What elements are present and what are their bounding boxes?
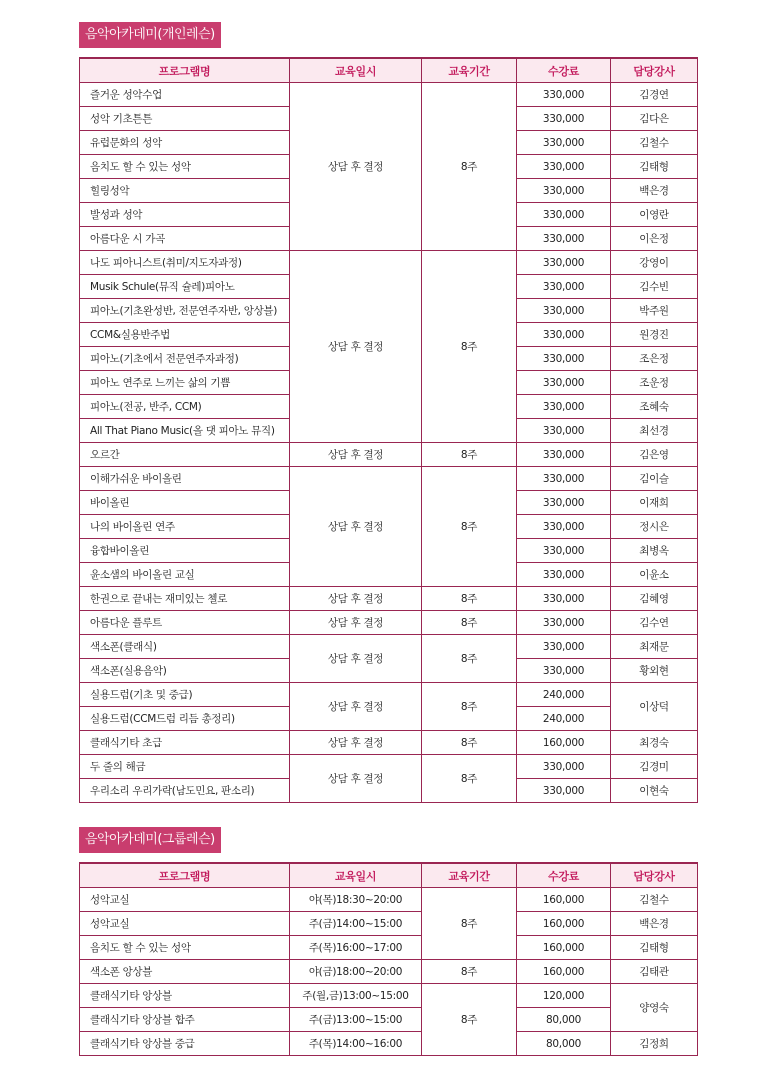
table-row — [80, 960, 698, 984]
header-teacher: 담당강사 — [611, 58, 698, 83]
program-name-cell: 클래식기타 초급 — [80, 731, 290, 755]
teacher-cell: 이영란 — [611, 203, 698, 227]
schedule-cell: 상담 후 결정 — [290, 251, 422, 443]
program-name-cell: 색소폰(클래식) — [80, 635, 290, 659]
teacher-cell: 정시은 — [611, 515, 698, 539]
program-name-cell: 음치도 할 수 있는 성악 — [80, 155, 290, 179]
fee-cell: 330,000 — [517, 659, 611, 683]
period-cell: 8주 — [422, 984, 517, 1056]
schedule-cell: 상담 후 결정 — [290, 683, 422, 731]
period-cell: 8주 — [422, 443, 517, 467]
period-cell: 8주 — [422, 635, 517, 683]
program-name-cell: 즐거운 성악수업 — [80, 83, 290, 107]
fee-cell: 330,000 — [517, 83, 611, 107]
table-row — [80, 443, 698, 467]
period-cell: 8주 — [422, 683, 517, 731]
table-row — [80, 912, 698, 936]
table-row — [80, 683, 698, 707]
table-row — [80, 984, 698, 1008]
teacher-cell: 김이슬 — [611, 467, 698, 491]
program-name-cell: 오르간 — [80, 443, 290, 467]
period-cell: 8주 — [422, 731, 517, 755]
program-name-cell: 색소폰(실용음악) — [80, 659, 290, 683]
teacher-cell: 이재희 — [611, 491, 698, 515]
teacher-cell: 이윤소 — [611, 563, 698, 587]
teacher-cell: 이상덕 — [611, 683, 698, 731]
teacher-cell: 최재문 — [611, 635, 698, 659]
program-name-cell: 바이올린 — [80, 491, 290, 515]
teacher-cell: 김경연 — [611, 83, 698, 107]
schedule-cell: 상담 후 결정 — [290, 83, 422, 251]
fee-cell: 330,000 — [517, 323, 611, 347]
fee-cell: 160,000 — [517, 731, 611, 755]
period-cell: 8주 — [422, 467, 517, 587]
header-program: 프로그램명 — [80, 863, 290, 888]
program-name-cell: 실용드럼(CCM드럼 리듬 총정리) — [80, 707, 290, 731]
teacher-cell: 조운정 — [611, 371, 698, 395]
table-header-row — [80, 58, 698, 83]
fee-cell: 330,000 — [517, 155, 611, 179]
header-date: 교육일시 — [290, 863, 422, 888]
teacher-cell: 양영숙 — [611, 984, 698, 1032]
table-row — [80, 1032, 698, 1056]
fee-cell: 330,000 — [517, 419, 611, 443]
program-name-cell: 피아노(기초에서 전문연주자과정) — [80, 347, 290, 371]
table-row — [80, 1008, 698, 1032]
teacher-cell: 김은영 — [611, 443, 698, 467]
schedule-cell: 주(목)14:00~16:00 — [290, 1032, 422, 1056]
schedule-cell: 상담 후 결정 — [290, 443, 422, 467]
fee-cell: 160,000 — [517, 936, 611, 960]
table-row — [80, 936, 698, 960]
table-row — [80, 731, 698, 755]
fee-cell: 330,000 — [517, 755, 611, 779]
fee-cell: 330,000 — [517, 299, 611, 323]
fee-cell: 120,000 — [517, 984, 611, 1008]
fee-cell: 330,000 — [517, 251, 611, 275]
program-name-cell: 유럽문화의 성악 — [80, 131, 290, 155]
schedule-cell: 상담 후 결정 — [290, 635, 422, 683]
teacher-cell: 김다은 — [611, 107, 698, 131]
schedule-cell: 상담 후 결정 — [290, 467, 422, 587]
fee-cell: 330,000 — [517, 467, 611, 491]
period-cell: 8주 — [422, 611, 517, 635]
teacher-cell: 조혜숙 — [611, 395, 698, 419]
header-fee: 수강료 — [517, 58, 611, 83]
program-name-cell: 우리소리 우리가락(남도민요, 판소리) — [80, 779, 290, 803]
program-name-cell: 피아노(기초완성반, 전문연주자반, 앙상블) — [80, 299, 290, 323]
program-name-cell: 성악교실 — [80, 888, 290, 912]
fee-cell: 330,000 — [517, 107, 611, 131]
teacher-cell: 김정희 — [611, 1032, 698, 1056]
program-name-cell: 나도 피아니스트(취미/지도자과정) — [80, 251, 290, 275]
program-name-cell: 두 줄의 해금 — [80, 755, 290, 779]
teacher-cell: 최선경 — [611, 419, 698, 443]
program-name-cell: 융합바이올린 — [80, 539, 290, 563]
header-date: 교육일시 — [290, 58, 422, 83]
fee-cell: 330,000 — [517, 347, 611, 371]
fee-cell: 240,000 — [517, 707, 611, 731]
teacher-cell: 이은정 — [611, 227, 698, 251]
section-title: 음악아카데미(그룹레슨) — [79, 827, 221, 853]
program-name-cell: 클래식기타 앙상블 합주 — [80, 1008, 290, 1032]
period-cell: 8주 — [422, 251, 517, 443]
table-row — [80, 587, 698, 611]
fee-cell: 80,000 — [517, 1032, 611, 1056]
schedule-cell: 상담 후 결정 — [290, 611, 422, 635]
teacher-cell: 김철수 — [611, 131, 698, 155]
section-title: 음악아카데미(개인레슨) — [79, 22, 221, 48]
table-row — [80, 888, 698, 912]
fee-cell: 160,000 — [517, 912, 611, 936]
teacher-cell: 강영이 — [611, 251, 698, 275]
table-row — [80, 251, 698, 275]
teacher-cell: 백은경 — [611, 179, 698, 203]
group-lesson-section — [79, 827, 697, 1056]
teacher-cell: 최경숙 — [611, 731, 698, 755]
schedule-cell: 상담 후 결정 — [290, 731, 422, 755]
teacher-cell: 박주원 — [611, 299, 698, 323]
program-name-cell: 힐링성악 — [80, 179, 290, 203]
teacher-cell: 김혜영 — [611, 587, 698, 611]
personal-lesson-section — [79, 22, 697, 803]
program-name-cell: 성악 기초튼튼 — [80, 107, 290, 131]
period-cell: 8주 — [422, 83, 517, 251]
header-fee: 수강료 — [517, 863, 611, 888]
program-name-cell: 색소폰 앙상블 — [80, 960, 290, 984]
program-name-cell: 아름다운 시 가곡 — [80, 227, 290, 251]
teacher-cell: 원경진 — [611, 323, 698, 347]
fee-cell: 330,000 — [517, 395, 611, 419]
teacher-cell: 이현숙 — [611, 779, 698, 803]
program-name-cell: 발성과 성악 — [80, 203, 290, 227]
fee-cell: 330,000 — [517, 779, 611, 803]
period-cell: 8주 — [422, 888, 517, 960]
header-period: 교육기간 — [422, 58, 517, 83]
period-cell: 8주 — [422, 587, 517, 611]
program-name-cell: 피아노(전공, 반주, CCM) — [80, 395, 290, 419]
program-name-cell: 성악교실 — [80, 912, 290, 936]
fee-cell: 330,000 — [517, 563, 611, 587]
table-row — [80, 755, 698, 779]
program-name-cell: 클래식기타 앙상블 — [80, 984, 290, 1008]
fee-cell: 160,000 — [517, 888, 611, 912]
fee-cell: 330,000 — [517, 203, 611, 227]
schedule-cell: 주(금)13:00~15:00 — [290, 1008, 422, 1032]
schedule-cell: 야(금)18:00~20:00 — [290, 960, 422, 984]
fee-cell: 330,000 — [517, 131, 611, 155]
fee-cell: 160,000 — [517, 960, 611, 984]
program-name-cell: All That Piano Music(올 댓 피아노 뮤직) — [80, 419, 290, 443]
fee-cell: 330,000 — [517, 611, 611, 635]
fee-cell: 330,000 — [517, 371, 611, 395]
group-lesson-table — [79, 862, 698, 1056]
fee-cell: 80,000 — [517, 1008, 611, 1032]
teacher-cell: 백은경 — [611, 912, 698, 936]
period-cell: 8주 — [422, 755, 517, 803]
program-name-cell: 윤소샘의 바이올린 교실 — [80, 563, 290, 587]
teacher-cell: 김태형 — [611, 936, 698, 960]
fee-cell: 330,000 — [517, 587, 611, 611]
program-name-cell: 음치도 할 수 있는 성악 — [80, 936, 290, 960]
table-row — [80, 611, 698, 635]
table-row — [80, 83, 698, 107]
fee-cell: 330,000 — [517, 635, 611, 659]
teacher-cell: 최병옥 — [611, 539, 698, 563]
personal-lesson-table — [79, 57, 698, 803]
teacher-cell: 김수연 — [611, 611, 698, 635]
teacher-cell: 김태관 — [611, 960, 698, 984]
header-period: 교육기간 — [422, 863, 517, 888]
fee-cell: 330,000 — [517, 275, 611, 299]
schedule-cell: 야(목)18:30~20:00 — [290, 888, 422, 912]
schedule-cell: 상담 후 결정 — [290, 587, 422, 611]
schedule-cell: 상담 후 결정 — [290, 755, 422, 803]
teacher-cell: 김철수 — [611, 888, 698, 912]
program-name-cell: 실용드럼(기초 및 중급) — [80, 683, 290, 707]
schedule-cell: 주(금)14:00~15:00 — [290, 912, 422, 936]
program-name-cell: CCM&실용반주법 — [80, 323, 290, 347]
fee-cell: 330,000 — [517, 491, 611, 515]
schedule-cell: 주(목)16:00~17:00 — [290, 936, 422, 960]
program-name-cell: 클래식기타 앙상블 중급 — [80, 1032, 290, 1056]
header-teacher: 담당강사 — [611, 863, 698, 888]
fee-cell: 330,000 — [517, 443, 611, 467]
program-name-cell: 아름다운 플루트 — [80, 611, 290, 635]
fee-cell: 330,000 — [517, 179, 611, 203]
teacher-cell: 김경미 — [611, 755, 698, 779]
program-name-cell: 피아노 연주로 느끼는 삶의 기쁨 — [80, 371, 290, 395]
program-name-cell: 이해가쉬운 바이올린 — [80, 467, 290, 491]
fee-cell: 240,000 — [517, 683, 611, 707]
program-name-cell: 한권으로 끝내는 재미있는 첼로 — [80, 587, 290, 611]
fee-cell: 330,000 — [517, 227, 611, 251]
table-row — [80, 635, 698, 659]
teacher-cell: 조은정 — [611, 347, 698, 371]
teacher-cell: 김태형 — [611, 155, 698, 179]
teacher-cell: 김수빈 — [611, 275, 698, 299]
teacher-cell: 황외현 — [611, 659, 698, 683]
program-name-cell: Musik Schule(뮤직 슐레)피아노 — [80, 275, 290, 299]
period-cell: 8주 — [422, 960, 517, 984]
fee-cell: 330,000 — [517, 515, 611, 539]
table-header-row — [80, 863, 698, 888]
schedule-cell: 주(월,금)13:00~15:00 — [290, 984, 422, 1008]
program-name-cell: 나의 바이올린 연주 — [80, 515, 290, 539]
table-row — [80, 467, 698, 491]
header-program: 프로그램명 — [80, 58, 290, 83]
fee-cell: 330,000 — [517, 539, 611, 563]
